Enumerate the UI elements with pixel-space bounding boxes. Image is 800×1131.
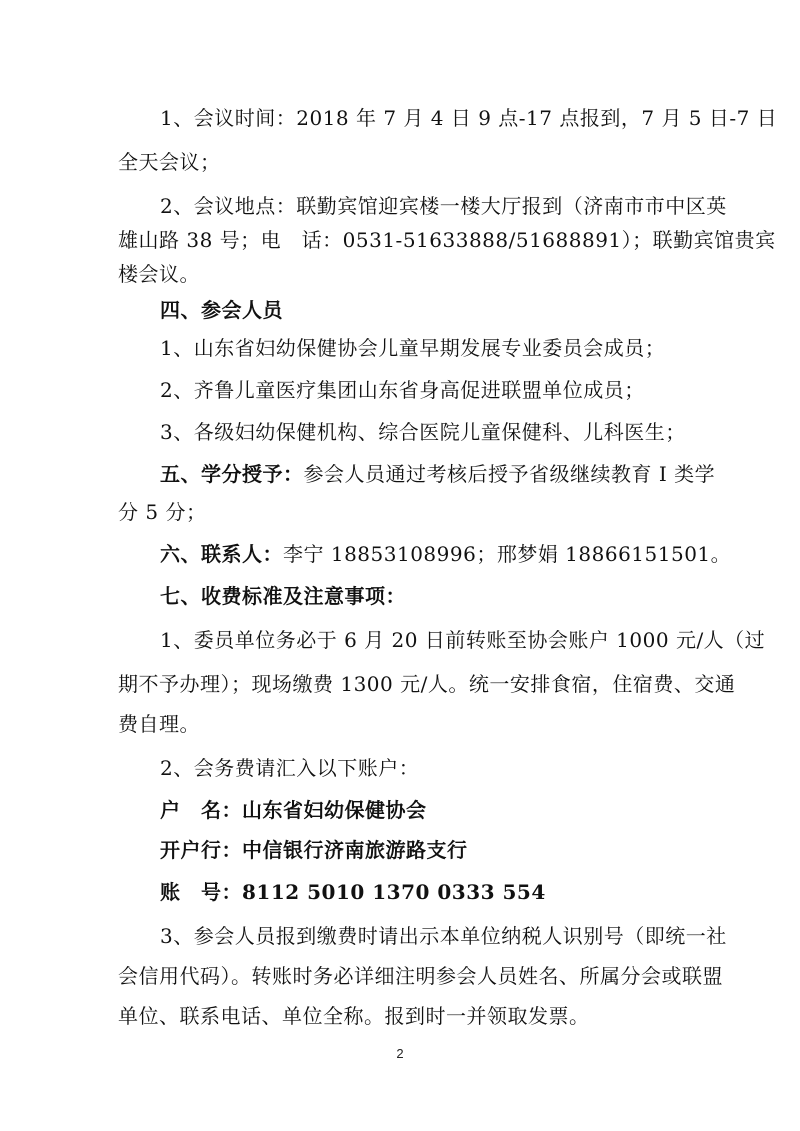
credit-line-2: 分 5 分；	[118, 500, 207, 524]
section-heading-attendees: 四、参会人员	[160, 298, 283, 322]
section-heading-contacts: 六、联系人：	[160, 542, 283, 566]
section-heading-fees: 七、收费标准及注意事项：	[160, 584, 406, 608]
meeting-venue-line-3: 楼会议。	[118, 262, 200, 286]
meeting-venue-line-1: 2、会议地点：联勤宾馆迎宾楼一楼大厅报到（济南市市中区英	[160, 194, 727, 218]
account-name-line: 户 名：山东省妇幼保健协会	[160, 798, 427, 822]
contact-line	[160, 542, 730, 566]
fee-item-3-line-2: 会信用代码）。转账时务必详细注明参会人员姓名、所属分会或联盟	[118, 964, 723, 988]
page-number: 2	[396, 1046, 404, 1061]
meeting-time-line-1: 1、会议时间：2018 年 7 月 4 日 9 点-17 点报到，7 月 5 日-7 日	[160, 106, 778, 130]
attendee-item-2: 2、齐鲁儿童医疗集团山东省身高促进联盟单位成员；	[160, 378, 645, 402]
bank-line: 开户行：中信银行济南旅游路支行	[160, 838, 468, 862]
section-heading-credits: 五、学分授予：	[160, 462, 304, 486]
fee-item-3-line-1: 3、参会人员报到缴费时请出示本单位纳税人识别号（即统一社	[160, 924, 727, 948]
fee-item-2: 2、会务费请汇入以下账户：	[160, 756, 420, 780]
attendee-item-1: 1、山东省妇幼保健协会儿童早期发展专业委员会成员；	[160, 336, 666, 360]
credit-text: 参会人员通过考核后授予省级继续教育 I 类学	[303, 462, 716, 486]
attendee-item-3: 3、各级妇幼保健机构、综合医院儿童保健科、儿科医生；	[160, 420, 686, 444]
account-number-line: 账 号：8112 5010 1370 0333 554	[160, 880, 546, 904]
meeting-time-line-2: 全天会议；	[118, 150, 221, 174]
contact-text: 李宁 18853108996；邢梦娟 18866151501。	[283, 542, 732, 566]
credit-line-1	[160, 462, 730, 486]
fee-item-1-line-2: 期不予办理）；现场缴费 1300 元/人。统一安排食宿，住宿费、交通	[118, 672, 736, 696]
fee-item-1-line-1: 1、委员单位务必于 6 月 20 日前转账至协会账户 1000 元/人（过	[160, 628, 766, 652]
fee-item-1-line-3: 费自理。	[118, 712, 200, 736]
fee-item-3-line-3: 单位、联系电话、单位全称。报到时一并领取发票。	[118, 1004, 590, 1028]
meeting-venue-line-2: 雄山路 38 号；电 话：0531-51633888/51688891）；联勤宾馆贵宾	[118, 228, 776, 252]
